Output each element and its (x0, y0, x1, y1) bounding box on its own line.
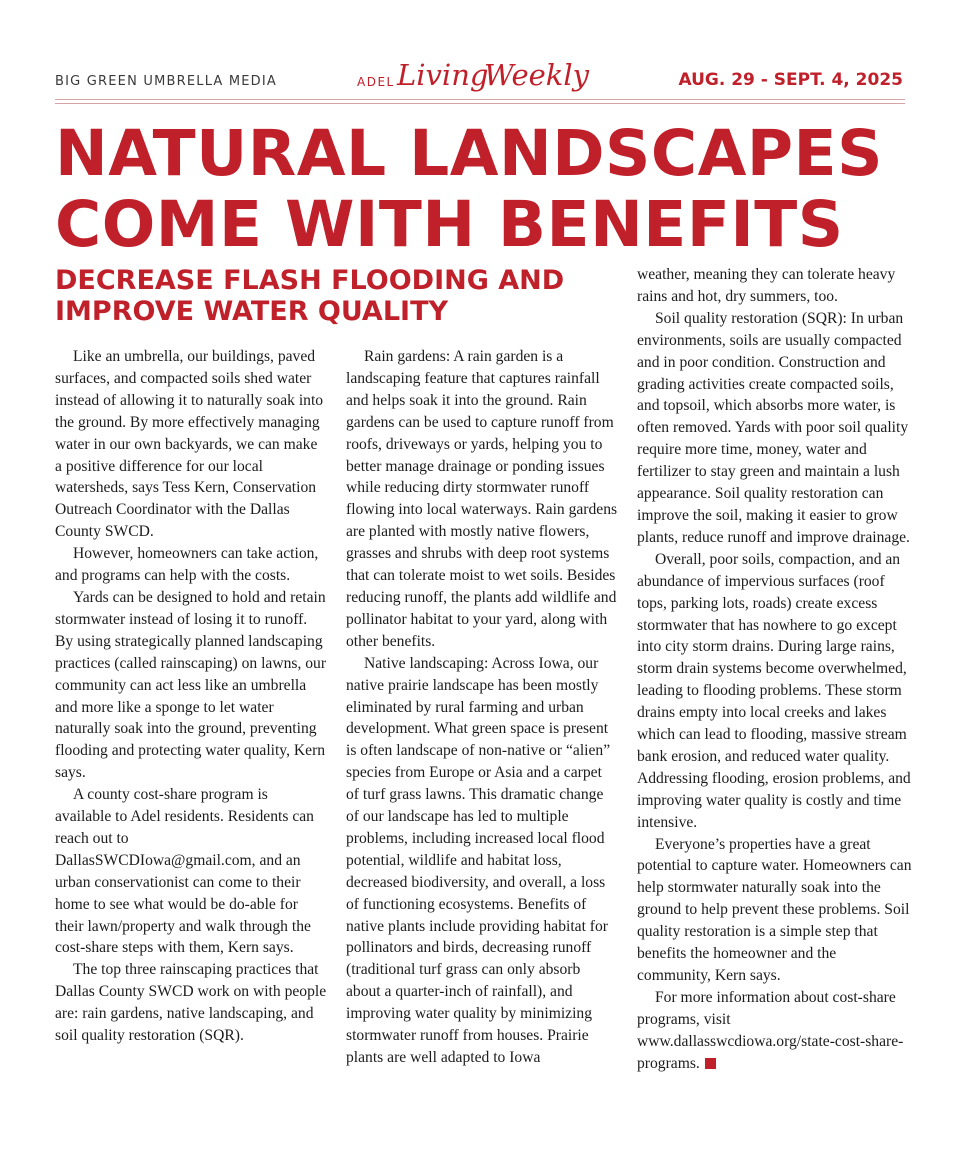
publisher-name: BIG GREEN UMBRELLA MEDIA (55, 74, 278, 89)
article-column-3 (637, 264, 912, 1075)
header-rule-top (55, 99, 905, 100)
masthead-living: Living (397, 58, 489, 92)
paragraph-continuation: weather, meaning they can tolerate heavy rains and hot, dry summers, too. (637, 266, 896, 305)
header-rule-bottom (55, 103, 905, 104)
issue-date: AUG. 29 - SEPT. 4, 2025 (678, 70, 903, 90)
paragraph: A county cost-share program is available to Adel residents. Residents can reach out to DallasSWCDIowa@gmail.com, and an urban conservationist can come to their home to see what would be do-able for their lawn/property and walk through the cost-share steps with them, Kern says. (55, 786, 314, 957)
paragraph: However, homeowners can take action, and programs can help with the costs. (55, 545, 319, 585)
paragraph: Rain gardens: A rain garden is a landscaping feature that captures rainfall and helps soak it into the ground. Rain gardens can be used to capture runoff from roofs, driveways or yards, helping you to better manage drainage or ponding issues while reducing dirty stormwater runoff flowing into local waterways. Rain gardens are planted with mostly native flowers, grasses and shrubs with deep root systems that can tolerate moist to wet soils. Besides reducing runoff, the plants add wildlife and pollinator habitat to your yard, along with other benefits. (346, 348, 618, 650)
article-column-2 (346, 346, 618, 1069)
paragraph: Everyone’s properties have a great potential to capture water. Homeowners can help stormwater naturally soak into the ground to help prevent these problems. Soil quality restoration is a simple step that benefits the homeowner and the community, Kern says. (637, 835, 912, 984)
paragraph-final (637, 987, 912, 1075)
page-header (55, 58, 905, 104)
article-column-1 (55, 346, 327, 1047)
paragraph: The top three rainscaping practices that Dallas County SWCD work on with people are: rain gardens, native landscaping, and soil quality restoration (SQR). (55, 961, 327, 1045)
paragraph: Overall, poor soils, compaction, and an abundance of impervious surfaces (roof tops, parking lots, roads) create excess stormwater that has nowhere to go except into city storm drains. During large rains, storm drain systems become overwhelmed, leading to flooding problems. These storm drains empty into local creeks and lakes which can lead to flooding, massive stream bank erosion, and reduced water quality. Addressing flooding, erosion problems, and improving water quality is costly and time intensive. (637, 550, 911, 831)
final-paragraph-text: For more information about cost-share programs, visit www.dallasswcdiowa.org/state-cost-share-programs. (637, 988, 904, 1072)
article-headline: NATURAL LANDSCAPES COME WITH BENEFITS (55, 117, 883, 261)
masthead-weekly: Weekly (484, 58, 589, 92)
paragraph: Yards can be designed to hold and retain stormwater instead of losing it to runoff. By using strategically planned landscaping practices (called rainscaping) on lawns, our community can act less like an umbrella and more like a sponge to let water naturally soak into the ground, preventing flooding and protecting water quality, Kern says. (55, 588, 327, 782)
paragraph: Like an umbrella, our buildings, paved surfaces, and compacted soils shed water instead of allowing it to naturally soak into the ground. By more effectively managing water in our own backyards, we can make a positive difference for our local watersheds, says Tess Kern, Conservation Outreach Coordinator with the Dallas County SWCD. (55, 348, 324, 541)
end-of-article-mark-icon (705, 1058, 716, 1069)
paragraph: Soil quality restoration (SQR): In urban environments, soils are usually compacted and in poor condition. Construction and grading activities create compacted soils, and topsoil, which absorbs more water, is often removed. Yards with poor soil quality require more time, money, water and fertilizer to stay green and maintain a lush appearance. Soil quality restoration can improve the soil, making it easier to grow plants, reduce runoff and improve drainage. (637, 309, 910, 546)
masthead-city: ADEL (357, 75, 395, 89)
article-subheadline: DECREASE FLASH FLOODING AND IMPROVE WATER QUALITY (55, 265, 565, 327)
paragraph: Native landscaping: Across Iowa, our native prairie landscape has been mostly eliminated by rural farming and urban development. What green space is present is often landscape of non-native or “alien” species from Europe or Asia and a carpet of turf grass lawns. This dramatic change of our landscape has led to multiple problems, including increased local flood potential, wildlife and habitat loss, decreased biodiversity, and overall, a loss of functioning ecosystems. Benefits of native plants include providing habitat for pollinators and birds, decreasing runoff (traditional turf grass can only absorb about a quarter-inch of rainfall), and improving water quality by minimizing stormwater runoff from houses. Prairie plants are well adapted to Iowa (346, 654, 611, 1066)
